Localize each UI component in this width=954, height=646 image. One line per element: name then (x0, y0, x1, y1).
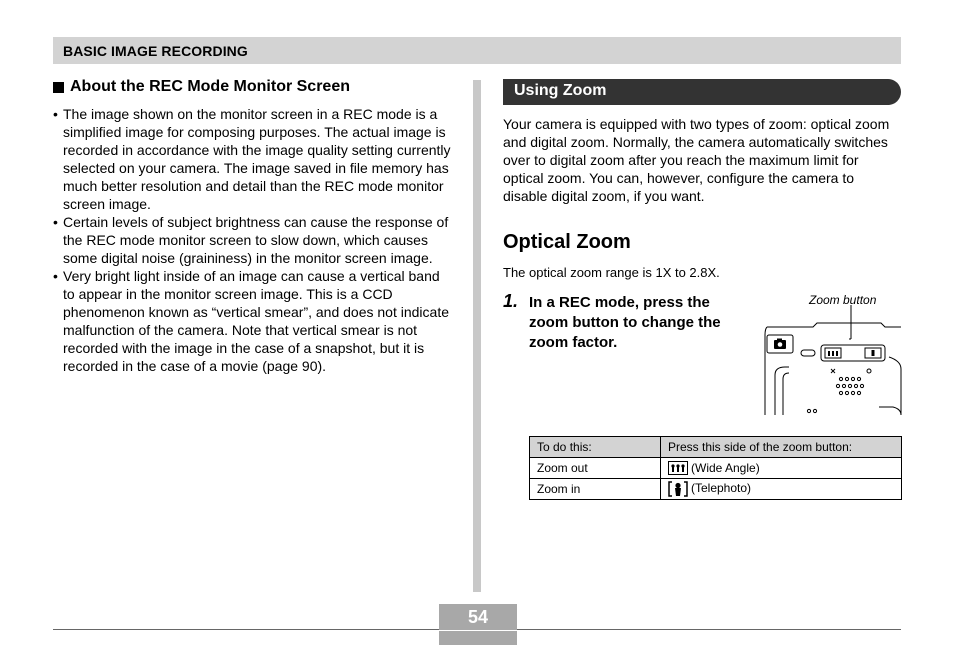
page-number: 54 (467, 607, 489, 627)
table-cell: Zoom in (530, 479, 661, 500)
zoom-button-caption: Zoom button (809, 293, 877, 307)
monitor-section-heading (53, 78, 453, 96)
table-header-row (530, 437, 902, 458)
right-column (503, 79, 901, 351)
wide-angle-icon (668, 461, 688, 475)
table-cell: Zoom out (530, 458, 661, 479)
optical-zoom-range: The optical zoom range is 1X to 2.8X. (503, 265, 720, 280)
monitor-bullet-list (53, 105, 453, 375)
telephoto-icon (668, 481, 688, 497)
page-number-badge (439, 604, 517, 630)
header-bar (53, 37, 901, 64)
header-title: BASIC IMAGE RECORDING (63, 43, 248, 59)
square-bullet-icon (53, 82, 64, 93)
step-number: 1. (503, 291, 519, 311)
table-header-cell: Press this side of the zoom button: (661, 437, 902, 458)
bullet-item: • Certain levels of subject brightness can cause the response of the REC mode monitor screen to slow down, which causes some digital noise (graininess) in the monitor screen image. (53, 213, 453, 267)
zoom-table (529, 436, 902, 500)
left-column (53, 78, 453, 375)
table-row (530, 458, 902, 479)
zoom-intro-paragraph: Your camera is equipped with two types of zoom: optical zoom and digital zoom. Normally, the camera automatically switches over to digital zoom after you reach the maximum limit for optical zoom. You can, however, configure the camera to disable digital zoom, if you want. (503, 116, 890, 204)
column-divider (473, 80, 481, 592)
bullet-item: • The image shown on the monitor screen in a REC mode is a simplified image for composing purposes. The actual image is recorded in accordance with the image quality setting currently selected on your camera. The image saved in file memory has much better resolution and detail than the REC mode monitor screen image. (53, 105, 453, 213)
table-cell (661, 479, 902, 500)
table-header-cell: To do this: (530, 437, 661, 458)
monitor-heading-text: About the REC Mode Monitor Screen (70, 78, 350, 95)
telephoto-label: (Telephoto) (691, 481, 752, 496)
table-row (530, 479, 902, 500)
page-number-strip (439, 631, 517, 645)
camera-illustration-icon (761, 305, 903, 415)
optical-zoom-title: Optical Zoom (503, 231, 631, 253)
wide-angle-label: (Wide Angle) (691, 460, 760, 475)
table-cell (661, 458, 902, 479)
using-zoom-heading-text: Using Zoom (514, 82, 607, 99)
bullet-item: • Very bright light inside of an image can cause a vertical band to appear in the monitor screen image. This is a CCD phenomenon known as “vertical smear”, and does not indicate malfunction of the camera. Note that vertical smear is not recorded with the image in the case of a snapshot, but it is recorded in the case of a movie (page 90). (53, 267, 453, 375)
using-zoom-heading (503, 79, 901, 105)
step-text: In a REC mode, press the zoom button to change the zoom factor. (529, 294, 721, 351)
